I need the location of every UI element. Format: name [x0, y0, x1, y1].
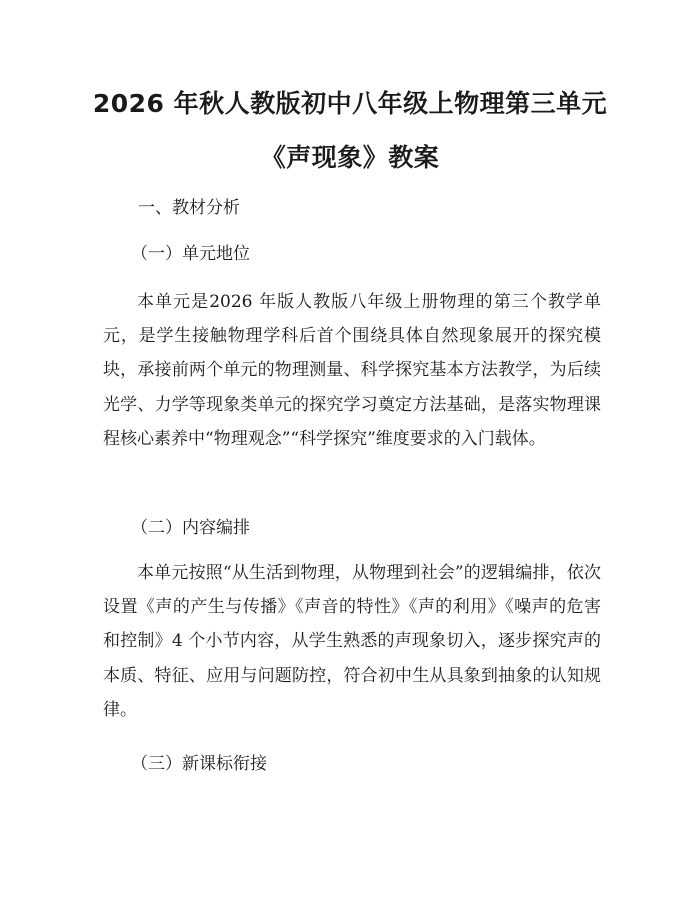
document-title-line-1: 2026 年秋人教版初中八年级上物理第三单元: [92, 89, 608, 118]
subsection-heading-curriculum-link: （三）新课标衔接: [131, 754, 267, 774]
section-heading-textbook-analysis: 一、教材分析: [138, 198, 240, 218]
document-title-line-2: 《声现象》教案: [260, 143, 440, 172]
subsection-heading-unit-position: （一）单元地位: [131, 244, 250, 264]
paragraph-content-arrangement: 本单元按照“从生活到物理，从物理到社会”的逻辑编排，依次设置《声的产生与传播》《声音的特性》《声的利用》《噪声的危害和控制》4 个小节内容，从学生熟悉的声现象切入，逐步探究声的本质、特征、应用与问题防控，符合初中生从具象到抽象的认知规律。: [103, 563, 601, 720]
subsection-heading-content-arrangement: （二）内容编排: [131, 518, 250, 538]
paragraph-unit-position: 本单元是2026 年版人教版八年级上册物理的第三个教学单元，是学生接触物理学科后首个围绕具体自然现象展开的探究模块，承接前两个单元的物理测量、科学探究基本方法教学，为后续光学、力学等现象类单元的探究学习奠定方法基础，是落实物理课程核心素养中“物理观念”“科学探究”维度要求的入门载体。: [103, 292, 601, 449]
